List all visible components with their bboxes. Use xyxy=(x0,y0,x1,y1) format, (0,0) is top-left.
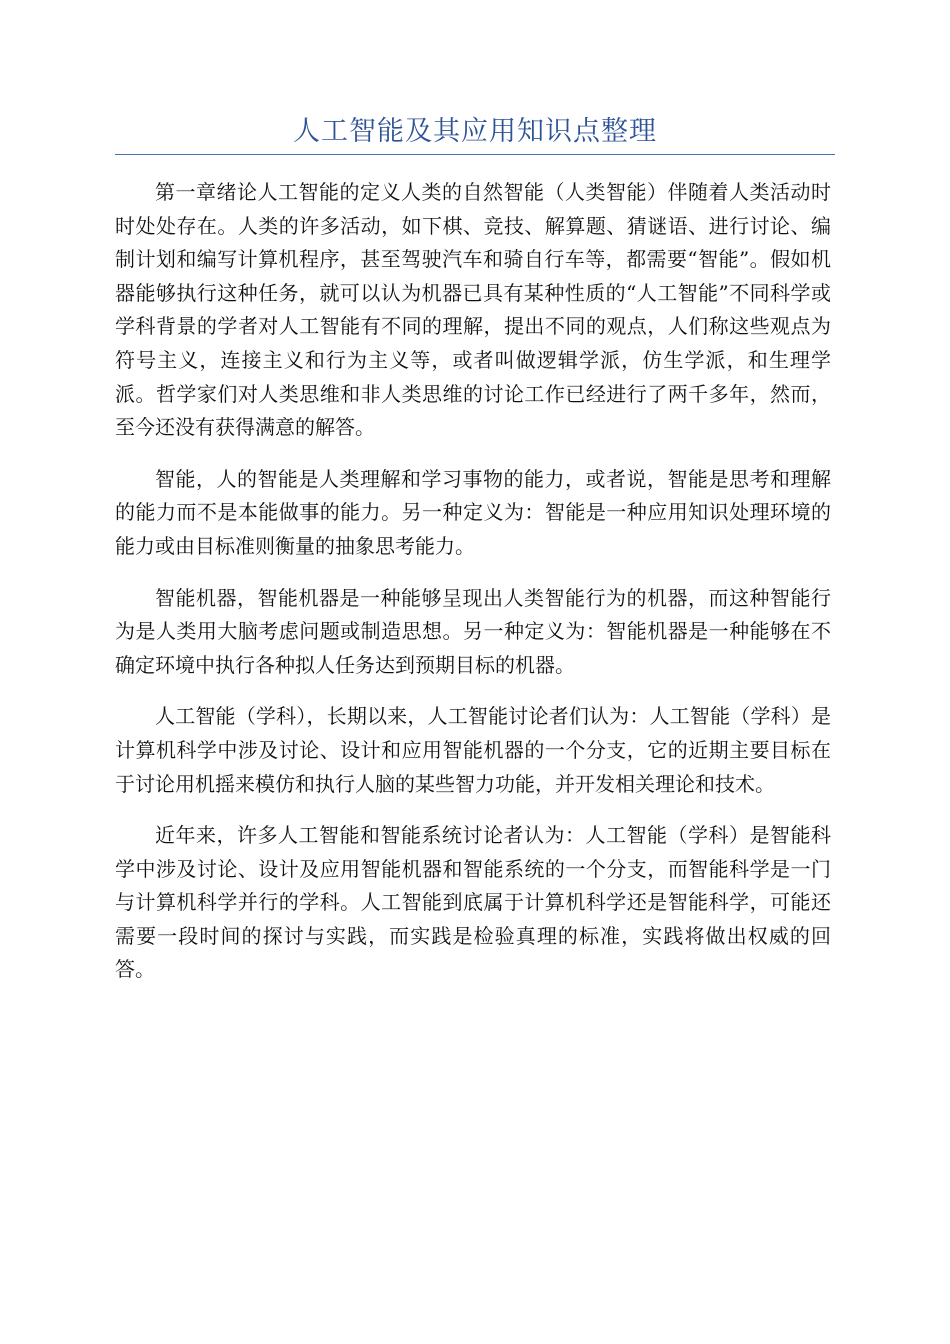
document-body xyxy=(115,176,831,1005)
paragraph-ai-discipline: 人工智能（学科），长期以来，人工智能讨论者们认为：人工智能（学科）是计算机科学中涉及讨论、设计和应用智能机器的一个分支，它的近期主要目标在于讨论用机摇来模仿和执行人脑的某些智力功能，并开发相关理论和技术。 xyxy=(115,704,831,796)
paragraph-intelligence: 智能，人的智能是人类理解和学习事物的能力，或者说，智能是思考和理解的能力而不是本能做事的能力。另一种定义为：智能是一种应用知识处理环境的能力或由目标准则衡量的抽象思考能力。 xyxy=(115,466,831,558)
paragraph-recent-views: 近年来，许多人工智能和智能系统讨论者认为：人工智能（学科）是智能科学中涉及讨论、设计及应用智能机器和智能系统的一个分支，而智能科学是一门与计算机科学并行的学科。人工智能到底属于计算机科学还是智能科学，可能还需要一段时间的探讨与实践，而实践是检验真理的标准，实践将做出权威的回答。 xyxy=(115,823,831,982)
paragraph-definition: 第一章绪论人工智能的定义人类的自然智能（人类智能）伴随着人类活动时时处处存在。人类的许多活动，如下棋、竞技、解算题、猜谜语、进行讨论、编制计划和编写计算机程序，甚至驾驶汽车和骑自行车等，都需要“智能”。假如机器能够执行这种任务，就可以认为机器已具有某种性质的“人工智能”不同科学或学科背景的学者对人工智能有不同的理解，提出不同的观点，人们称这些观点为符号主义，连接主义和行为主义等，或者叫做逻辑学派，仿生学派，和生理学派。哲学家们对人类思维和非人类思维的讨论工作已经进行了两千多年，然而，至今还没有获得满意的解答。 xyxy=(115,180,831,440)
paragraph-intelligent-machine: 智能机器，智能机器是一种能够呈现出人类智能行为的机器，而这种智能行为是人类用大脑考虑问题或制造思想。另一种定义为：智能机器是一种能够在不确定环境中执行各种拟人任务达到预期目标的机器。 xyxy=(115,585,831,677)
document-title: 人工智能及其应用知识点整理 xyxy=(293,116,657,147)
title-underline xyxy=(115,154,835,155)
